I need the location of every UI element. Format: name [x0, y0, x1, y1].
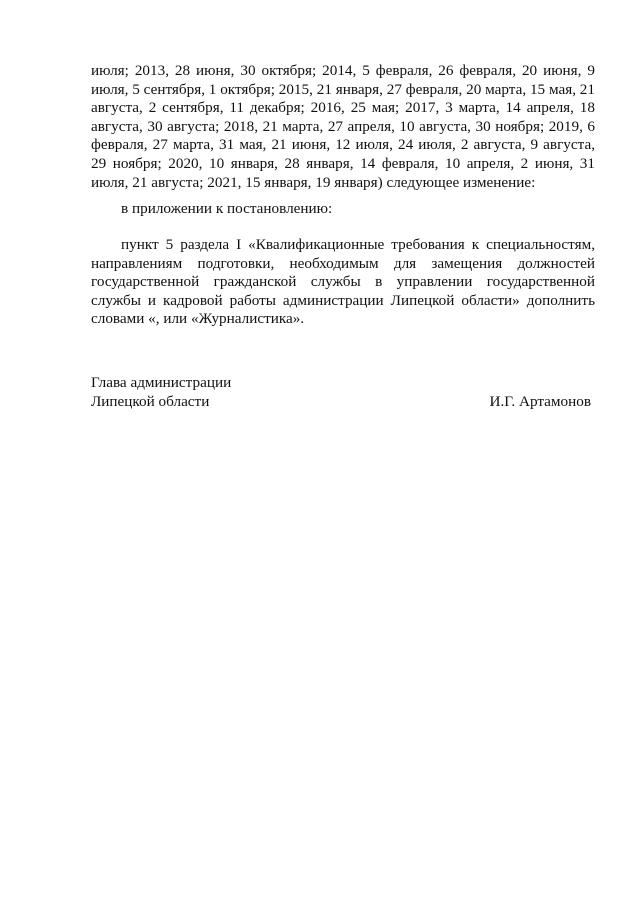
paragraph-appendix: в приложении к постановлению:	[121, 200, 333, 217]
signature-block	[91, 374, 591, 411]
paragraph-amendment: пункт 5 раздела I «Квалификационные требования к специальностям, направлениям подготовки, необходимым для замещения должностей государственной гражданской службы в управлении государственной службы и кадровой работы администрации Липецкой области» дополнить словами «, или «Журналистика».	[91, 236, 595, 328]
signature-line	[91, 393, 591, 412]
signer-position-line-1: Глава администрации	[91, 374, 232, 391]
paragraph-dates-list: июля; 2013, 28 июня, 30 октября; 2014, 5 февраля, 26 февраля, 20 июня, 9 июля, 5 сентября, 1 октября; 2015, 21 января, 27 февраля, 20 марта, 15 мая, 21 августа, 2 сентября, 11 декабря; 2016, 25 мая; 2017, 3 марта, 14 апреля, 18 августа, 30 августа; 2018, 21 марта, 27 апреля, 10 августа, 30 ноября; 2019, 6 февраля, 27 марта, 31 мая, 21 июня, 12 июля, 24 июля, 2 августа, 9 августа, 29 ноября; 2020, 10 января, 28 января, 14 февраля, 10 апреля, 2 июня, 31 июля, 21 августа; 2021, 15 января, 19 января) следующее изменение:	[91, 62, 595, 191]
signer-position-line-2: Липецкой области	[91, 392, 210, 410]
signer-name: И.Г. Артамонов	[489, 392, 591, 410]
